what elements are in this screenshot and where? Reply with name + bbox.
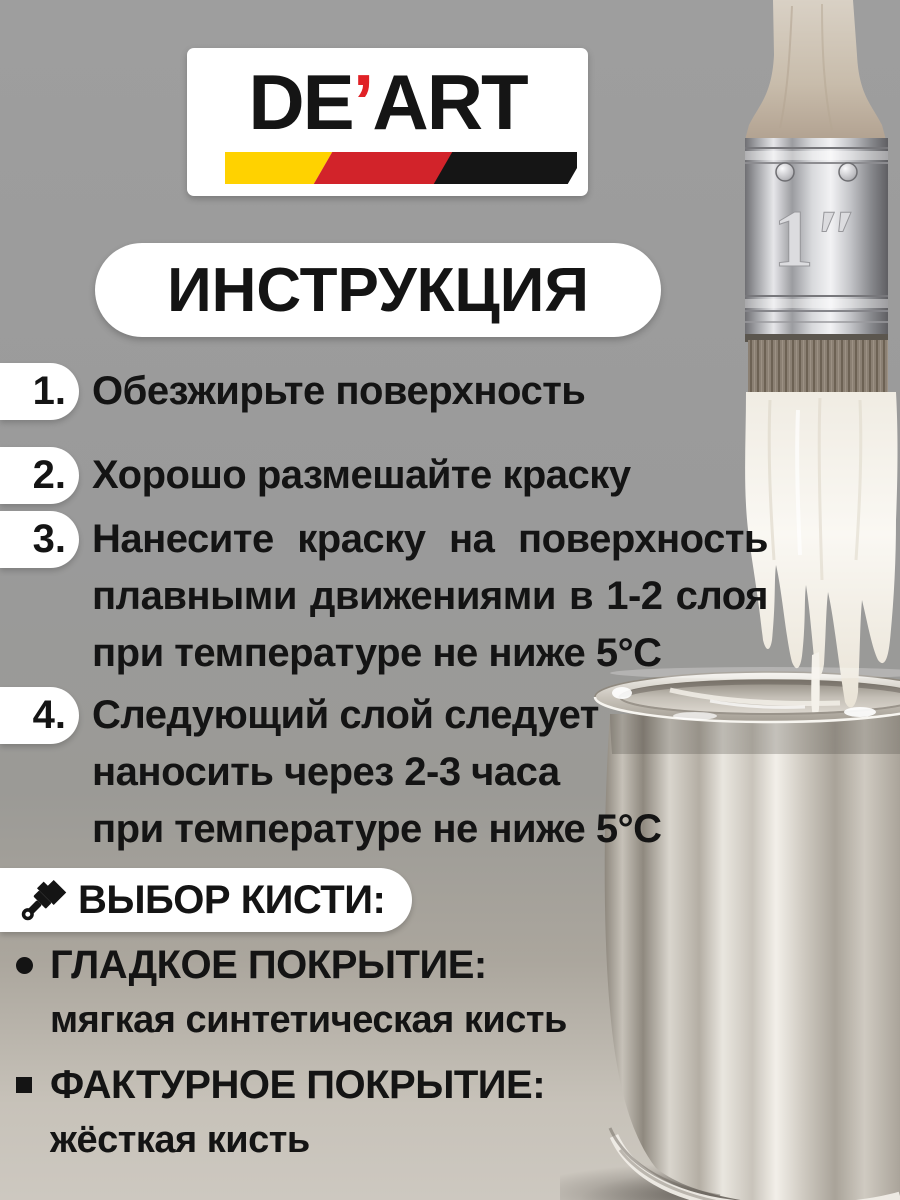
step-3-number-badge <box>0 511 79 568</box>
step-3-line-3: при температуре не ниже 5°С <box>92 631 662 675</box>
step-4-number-badge <box>0 687 79 744</box>
instruction-title-pill <box>95 243 661 337</box>
brand-stripe <box>225 152 577 184</box>
ferrule-rivet-right <box>839 163 857 181</box>
page-title: ИНСТРУКЦИЯ <box>167 255 589 325</box>
step-3-number: 3. <box>32 517 66 561</box>
step-2 <box>0 447 631 504</box>
step-2-number: 2. <box>32 453 66 497</box>
paint-drip <box>811 652 820 716</box>
stripe-black-segment <box>434 152 577 184</box>
brush-option-textured-title: ФАКТУРНОЕ ПОКРЫТИЕ: <box>50 1063 546 1107</box>
step-4 <box>0 687 732 858</box>
step-4-number: 4. <box>32 693 66 737</box>
step-1-text <box>92 363 585 420</box>
step-2-number-badge <box>0 447 79 504</box>
step-1-number: 1. <box>32 369 66 413</box>
step-2-line-1: Хорошо размешайте краску <box>92 453 631 497</box>
brush-option-smooth-title: ГЛАДКОЕ ПОКРЫТИЕ: <box>50 943 487 987</box>
stripe-red-segment <box>313 152 452 184</box>
step-4-line-1: Следующий слой следует <box>92 693 599 737</box>
square-bullet-marker <box>16 1077 32 1093</box>
brand-suffix: ART <box>372 58 527 146</box>
brush-choice-pill <box>0 868 412 932</box>
brush-ferrule <box>745 138 888 342</box>
step-4-text <box>92 687 732 858</box>
brand-name <box>248 54 526 150</box>
ferrule-rivet-left <box>776 163 794 181</box>
step-3-text <box>92 511 768 682</box>
step-3-line-1: Нанесите краску на поверхность <box>92 517 768 561</box>
step-1 <box>0 363 585 420</box>
brand-apostrophe: ’ <box>352 58 373 146</box>
step-3-line-2: плавными движениями в 1-2 слоя <box>92 574 768 618</box>
circle-bullet-marker <box>16 957 33 974</box>
brush-option-textured-desc: жёсткая кисть <box>50 1119 310 1161</box>
step-4-line-2: наносить через 2-3 часа <box>92 750 560 794</box>
brush-choice-heading: ВЫБОР КИСТИ: <box>78 877 386 922</box>
step-2-text <box>92 447 631 504</box>
brush-size-label: 1″ <box>772 193 860 284</box>
brush-option-smooth-desc: мягкая синтетическая кисть <box>50 999 567 1041</box>
brand-prefix: DE <box>248 58 353 146</box>
step-4-line-3: при температуре не ниже 5°С <box>92 807 662 851</box>
step-3 <box>0 511 768 682</box>
paintbrush-icon <box>16 874 68 926</box>
brush-option-textured <box>16 1058 545 1168</box>
brush-option-smooth <box>16 938 567 1048</box>
brush-handle <box>745 0 886 140</box>
brand-logo-card <box>187 48 588 196</box>
brush-option-textured-content <box>50 1058 545 1168</box>
step-1-number-badge <box>0 363 79 420</box>
brush-option-smooth-content <box>50 938 567 1048</box>
step-1-line-1: Обезжирьте поверхность <box>92 369 586 413</box>
